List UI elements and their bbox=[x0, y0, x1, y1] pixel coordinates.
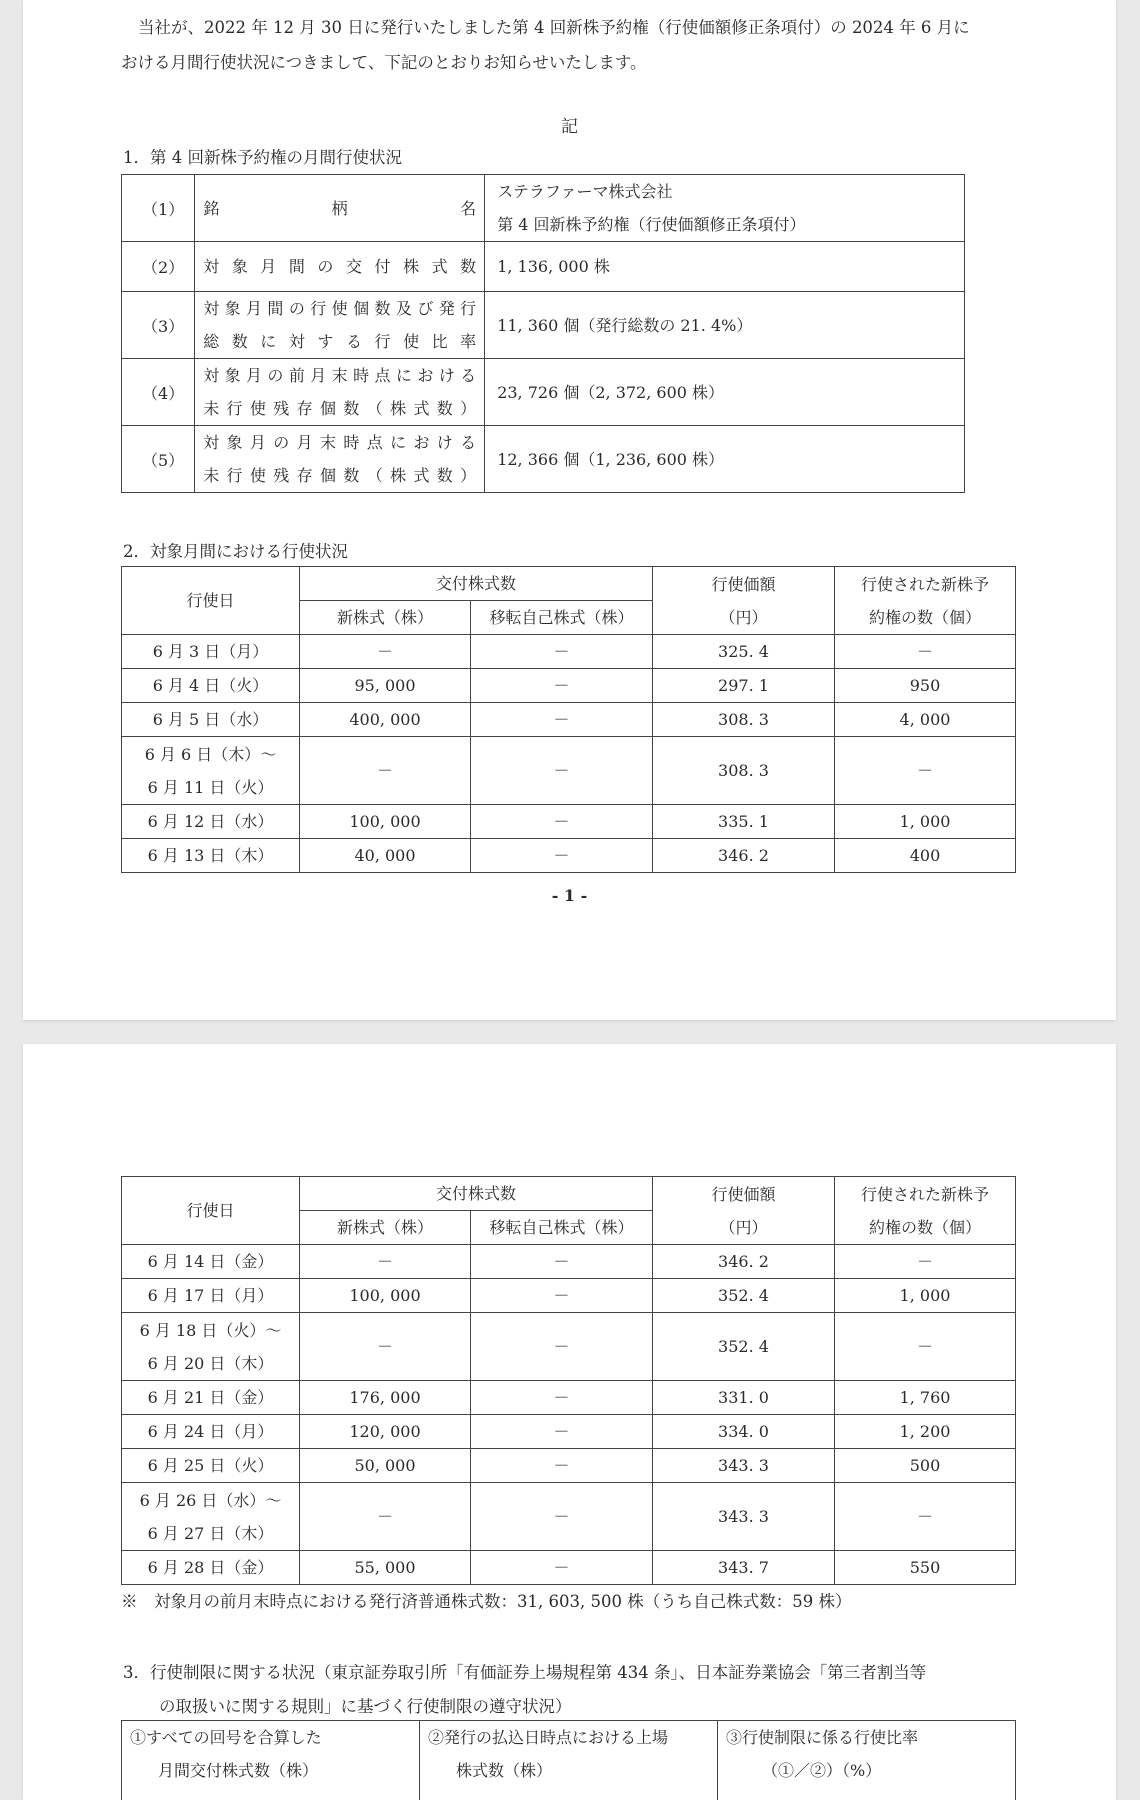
col-2-line-1: ②発行の払込日時点における上場 bbox=[428, 1728, 669, 1747]
ki-heading: 記 bbox=[561, 117, 578, 137]
rights-exercised-cell: － bbox=[835, 737, 1016, 805]
summary-row-value bbox=[485, 175, 965, 242]
rights-exercised-cell: － bbox=[835, 1313, 1016, 1381]
summary-row-value bbox=[485, 359, 965, 426]
intro-line-2: おける月間行使状況につきまして、下記のとおりお知らせいたします。 bbox=[121, 53, 647, 72]
summary-label-line: 未行使残存個数（株式数） bbox=[203, 399, 477, 418]
exercise-row bbox=[122, 805, 1016, 839]
summary-label-line: 対象月間の行使個数及び発行 bbox=[203, 299, 477, 318]
col-3-line-2: （①／②）（%） bbox=[762, 1761, 882, 1780]
summary-row-value bbox=[485, 426, 965, 493]
summary-value-line: ステラファーマ株式会社 bbox=[497, 182, 673, 201]
treasury-shares-cell: － bbox=[471, 737, 653, 805]
summary-row-label bbox=[195, 426, 485, 493]
exercise-price-cell: 335. 1 bbox=[653, 805, 835, 839]
rights-exercised-cell: 4, 000 bbox=[835, 703, 1016, 737]
exercise-row bbox=[122, 839, 1016, 873]
treasury-shares-cell: － bbox=[471, 1551, 653, 1585]
treasury-shares-cell: － bbox=[471, 1449, 653, 1483]
summary-row bbox=[122, 242, 965, 292]
new-shares-cell: 100, 000 bbox=[300, 1279, 471, 1313]
header-date: 行使日 bbox=[122, 567, 300, 635]
footnote: ※ 対象月の前月末時点における発行済普通株式数：31, 603, 500 株（うち自己株式数：59 株） bbox=[121, 1592, 852, 1611]
section-1-title: 1．第 4 回新株予約権の月間行使状況 bbox=[123, 148, 402, 167]
exercise-row bbox=[122, 737, 1016, 805]
summary-label-line: 対象月の月末時点における bbox=[203, 433, 477, 452]
treasury-shares-cell: － bbox=[471, 635, 653, 669]
summary-row-number: （3） bbox=[122, 292, 195, 359]
exercise-date-line: 6 月 4 日（火） bbox=[152, 676, 269, 695]
exercise-date-line: 6 月 14 日（金） bbox=[147, 1252, 274, 1271]
section-3-title bbox=[123, 1656, 1053, 1724]
summary-value-line: 11, 360 個（発行総数の 21. 4%） bbox=[497, 315, 753, 335]
exercise-date bbox=[122, 635, 300, 669]
header-rights-line-1: 行使された新株予 bbox=[860, 574, 989, 594]
exercise-date-line: 6 月 28 日（金） bbox=[147, 1558, 274, 1577]
header-rights-line-2: 約権の数（個） bbox=[868, 1217, 981, 1237]
exercise-row bbox=[122, 1551, 1016, 1585]
header-treasury-shares: 移転自己株式（株） bbox=[471, 601, 653, 635]
intro-paragraph bbox=[121, 10, 1041, 80]
exercise-price-cell: 334. 0 bbox=[653, 1415, 835, 1449]
exercise-date-line: 6 月 25 日（火） bbox=[147, 1456, 274, 1475]
summary-row bbox=[122, 175, 965, 242]
new-shares-cell: 50, 000 bbox=[300, 1449, 471, 1483]
exercise-date bbox=[122, 737, 300, 805]
new-shares-cell: － bbox=[300, 1245, 471, 1279]
exercise-date bbox=[122, 1279, 300, 1313]
summary-label-line: 銘 柄 名 bbox=[203, 198, 477, 218]
rights-exercised-cell: 950 bbox=[835, 669, 1016, 703]
exercise-row bbox=[122, 635, 1016, 669]
col-1-line-1: ①すべての回号を合算した bbox=[130, 1728, 322, 1747]
exercise-price-cell: 352. 4 bbox=[653, 1279, 835, 1313]
section-3-title-line-2: の取扱いに関する規則」に基づく行使制限の遵守状況） bbox=[159, 1697, 572, 1716]
col-1-line-2: 月間交付株式数（株） bbox=[158, 1761, 319, 1780]
summary-label-line: 総数に対する行使比率 bbox=[203, 332, 477, 351]
exercise-date bbox=[122, 703, 300, 737]
exercise-row bbox=[122, 1279, 1016, 1313]
exercise-date bbox=[122, 669, 300, 703]
exercise-price-cell: 346. 2 bbox=[653, 1245, 835, 1279]
exercise-date-line: 6 月 21 日（金） bbox=[147, 1388, 274, 1407]
rights-exercised-cell: 550 bbox=[835, 1551, 1016, 1585]
new-shares-cell: － bbox=[300, 737, 471, 805]
summary-row-label bbox=[195, 359, 485, 426]
exercise-price-cell: 343. 7 bbox=[653, 1551, 835, 1585]
exercise-table-page-1 bbox=[121, 566, 1016, 873]
header-rights-line-1: 行使された新株予 bbox=[860, 1184, 989, 1204]
summary-row bbox=[122, 359, 965, 426]
rights-exercised-cell: － bbox=[835, 635, 1016, 669]
summary-row-value bbox=[485, 292, 965, 359]
summary-value-line: 12, 366 個（1, 236, 600 株） bbox=[497, 449, 725, 469]
exercise-date-line: 6 月 24 日（月） bbox=[147, 1422, 274, 1441]
header-rights-line-2: 約権の数（個） bbox=[868, 607, 981, 627]
exercise-date bbox=[122, 1245, 300, 1279]
exercise-price-cell: 346. 2 bbox=[653, 839, 835, 873]
new-shares-cell: 176, 000 bbox=[300, 1381, 471, 1415]
summary-row-number: （2） bbox=[122, 242, 195, 292]
treasury-shares-cell: － bbox=[471, 669, 653, 703]
header-price bbox=[653, 1177, 835, 1245]
section-2-title: 2．対象月間における行使状況 bbox=[123, 542, 348, 561]
treasury-shares-cell: － bbox=[471, 1415, 653, 1449]
summary-row bbox=[122, 426, 965, 493]
exercise-row bbox=[122, 1415, 1016, 1449]
exercise-date-line: 6 月 3 日（月） bbox=[152, 642, 269, 661]
exercise-row bbox=[122, 1381, 1016, 1415]
summary-row-label bbox=[195, 175, 485, 242]
treasury-shares-cell: － bbox=[471, 1381, 653, 1415]
summary-value-line: 第 4 回新株予約権（行使価額修正条項付） bbox=[497, 215, 806, 234]
exercise-price-cell: 331. 0 bbox=[653, 1381, 835, 1415]
exercise-price-cell: 308. 3 bbox=[653, 703, 835, 737]
document-page-1 bbox=[23, 0, 1116, 1020]
rights-exercised-cell: 1, 760 bbox=[835, 1381, 1016, 1415]
section-3-col-3 bbox=[718, 1721, 1016, 1800]
treasury-shares-cell: － bbox=[471, 805, 653, 839]
summary-row-label bbox=[195, 292, 485, 359]
document-page-2 bbox=[23, 1044, 1116, 1800]
exercise-date-line: 6 月 12 日（水） bbox=[147, 812, 274, 831]
summary-label-line: 対象月間の交付株式数 bbox=[203, 257, 477, 276]
rights-exercised-cell: － bbox=[835, 1483, 1016, 1551]
summary-row-value bbox=[485, 242, 965, 292]
exercise-price-cell: 297. 1 bbox=[653, 669, 835, 703]
rights-exercised-cell: 500 bbox=[835, 1449, 1016, 1483]
exercise-price-cell: 343. 3 bbox=[653, 1449, 835, 1483]
rights-exercised-cell: 400 bbox=[835, 839, 1016, 873]
section-3-col-1 bbox=[122, 1721, 420, 1800]
new-shares-cell: 120, 000 bbox=[300, 1415, 471, 1449]
header-rights bbox=[835, 567, 1016, 635]
exercise-row bbox=[122, 1313, 1016, 1381]
new-shares-cell: 40, 000 bbox=[300, 839, 471, 873]
treasury-shares-cell: － bbox=[471, 839, 653, 873]
exercise-date-line: 6 月 5 日（水） bbox=[152, 710, 269, 729]
exercise-date bbox=[122, 1483, 300, 1551]
section-1-table bbox=[121, 174, 965, 493]
header-price-line-1: 行使価額 bbox=[711, 574, 776, 594]
summary-label-line: 対象月の前月末時点における bbox=[203, 366, 477, 385]
exercise-date-line: 6 月 17 日（月） bbox=[147, 1286, 274, 1305]
col-3-line-1: ③行使制限に係る行使比率 bbox=[726, 1728, 919, 1747]
exercise-date bbox=[122, 1449, 300, 1483]
header-price bbox=[653, 567, 835, 635]
summary-label-line: 未行使残存個数（株式数） bbox=[203, 466, 477, 485]
summary-row-number: （5） bbox=[122, 426, 195, 493]
header-shares-group: 交付株式数 bbox=[300, 567, 653, 601]
header-price-line-1: 行使価額 bbox=[711, 1184, 776, 1204]
intro-line-1: 当社が、2022 年 12 月 30 日に発行いたしました第 4 回新株予約権（行使価額修正条項付）の 2024 年 6 月に bbox=[138, 18, 970, 37]
exercise-date bbox=[122, 1381, 300, 1415]
exercise-date-line: 6 月 20 日（木） bbox=[147, 1353, 274, 1373]
new-shares-cell: － bbox=[300, 1483, 471, 1551]
rights-exercised-cell: － bbox=[835, 1245, 1016, 1279]
header-new-shares: 新株式（株） bbox=[300, 1211, 471, 1245]
header-date: 行使日 bbox=[122, 1177, 300, 1245]
summary-value-line: 1, 136, 000 株 bbox=[497, 257, 610, 276]
exercise-price-cell: 308. 3 bbox=[653, 737, 835, 805]
exercise-row bbox=[122, 1483, 1016, 1551]
exercise-price-cell: 325. 4 bbox=[653, 635, 835, 669]
exercise-table-page-2 bbox=[121, 1176, 1016, 1585]
summary-row-number: （4） bbox=[122, 359, 195, 426]
page-number: - 1 - bbox=[551, 886, 588, 905]
header-new-shares: 新株式（株） bbox=[300, 601, 471, 635]
treasury-shares-cell: － bbox=[471, 1279, 653, 1313]
new-shares-cell: 100, 000 bbox=[300, 805, 471, 839]
exercise-date bbox=[122, 1313, 300, 1381]
section-3-col-2 bbox=[420, 1721, 718, 1800]
exercise-date-line: 6 月 18 日（火）～ bbox=[139, 1320, 282, 1340]
exercise-date bbox=[122, 839, 300, 873]
exercise-date-line: 6 月 27 日（木） bbox=[147, 1523, 274, 1543]
summary-row-number: （1） bbox=[122, 175, 195, 242]
header-rights bbox=[835, 1177, 1016, 1245]
exercise-date-line: 6 月 13 日（木） bbox=[147, 846, 274, 865]
summary-value-line: 23, 726 個（2, 372, 600 株） bbox=[497, 382, 725, 402]
exercise-row bbox=[122, 669, 1016, 703]
header-price-line-2: （円） bbox=[719, 607, 768, 627]
section-3-title-line-1: 3．行使制限に関する状況（東京証券取引所「有価証券上場規程第 434 条」、日本証券業協会「第三者割当等 bbox=[123, 1663, 927, 1682]
treasury-shares-cell: － bbox=[471, 1483, 653, 1551]
exercise-price-cell: 352. 4 bbox=[653, 1313, 835, 1381]
rights-exercised-cell: 1, 200 bbox=[835, 1415, 1016, 1449]
exercise-row bbox=[122, 703, 1016, 737]
new-shares-cell: － bbox=[300, 1313, 471, 1381]
exercise-date-line: 6 月 26 日（水）～ bbox=[139, 1490, 282, 1510]
new-shares-cell: 55, 000 bbox=[300, 1551, 471, 1585]
exercise-date bbox=[122, 1415, 300, 1449]
rights-exercised-cell: 1, 000 bbox=[835, 1279, 1016, 1313]
exercise-row bbox=[122, 1245, 1016, 1279]
summary-row-label bbox=[195, 242, 485, 292]
new-shares-cell: 400, 000 bbox=[300, 703, 471, 737]
header-price-line-2: （円） bbox=[719, 1217, 768, 1237]
exercise-date bbox=[122, 805, 300, 839]
new-shares-cell: － bbox=[300, 635, 471, 669]
col-2-line-2: 株式数（株） bbox=[456, 1761, 553, 1780]
exercise-price-cell: 343. 3 bbox=[653, 1483, 835, 1551]
section-3-table bbox=[121, 1720, 1016, 1800]
exercise-row bbox=[122, 1449, 1016, 1483]
new-shares-cell: 95, 000 bbox=[300, 669, 471, 703]
rights-exercised-cell: 1, 000 bbox=[835, 805, 1016, 839]
header-treasury-shares: 移転自己株式（株） bbox=[471, 1211, 653, 1245]
exercise-date-line: 6 月 6 日（木）～ bbox=[144, 744, 277, 764]
treasury-shares-cell: － bbox=[471, 703, 653, 737]
treasury-shares-cell: － bbox=[471, 1245, 653, 1279]
summary-row bbox=[122, 292, 965, 359]
exercise-date-line: 6 月 11 日（火） bbox=[147, 777, 274, 797]
header-shares-group: 交付株式数 bbox=[300, 1177, 653, 1211]
exercise-date bbox=[122, 1551, 300, 1585]
treasury-shares-cell: － bbox=[471, 1313, 653, 1381]
